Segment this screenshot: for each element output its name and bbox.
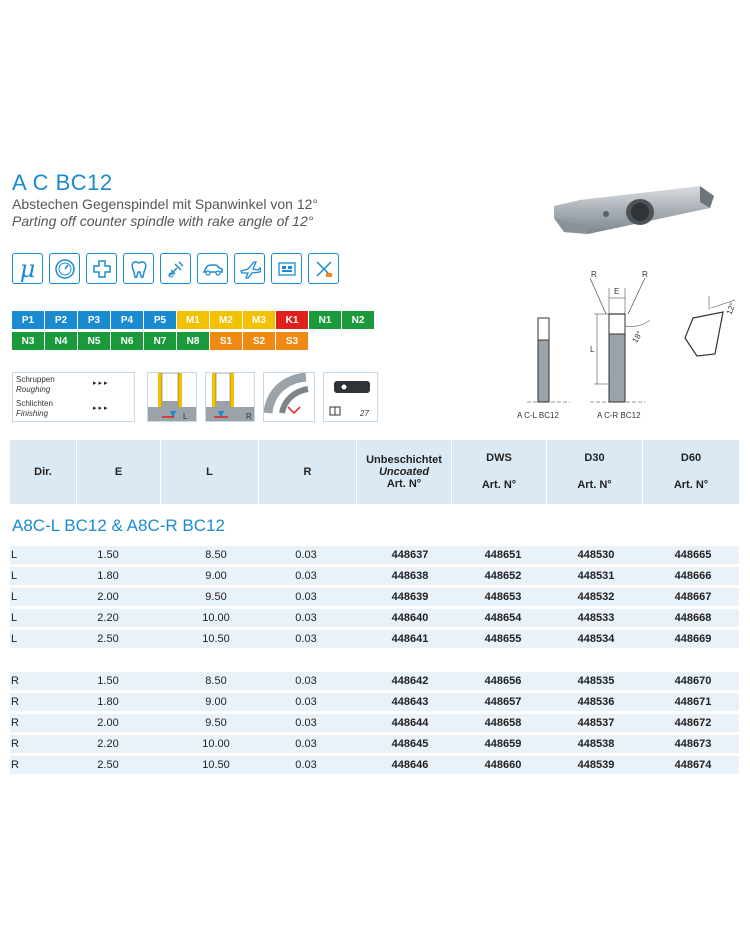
grade-s1: S1 [210, 332, 242, 350]
table-row [10, 735, 739, 753]
grade-m2: M2 [210, 311, 242, 329]
cell-e: 2.00 [97, 717, 119, 729]
tools-icon [308, 253, 339, 284]
header-l: L [160, 440, 258, 504]
cell-d60: 448666 [674, 570, 712, 582]
cell-uncoated: 448641 [391, 633, 429, 645]
cell-d60: 448670 [674, 675, 712, 687]
cell-uncoated: 448637 [391, 549, 429, 561]
cell-d30: 448534 [577, 633, 615, 645]
cell-d60: 448672 [674, 717, 712, 729]
drawing-label-right: A C-R BC12 [597, 411, 641, 420]
header-dir: Dir. [34, 466, 52, 478]
jewelry-tool-icon [160, 253, 191, 284]
cell-r: 0.03 [295, 633, 317, 645]
header-d60: D60 Art. N° [642, 440, 739, 504]
dimension-r-left: R [591, 270, 597, 279]
dimension-r-right: R [642, 270, 648, 279]
cell-d60: 448674 [674, 759, 712, 771]
cell-dir: L [11, 612, 18, 624]
subtitle-german: Abstechen Gegenspindel mit Spanwinkel von 12° [12, 196, 319, 212]
cell-r: 0.03 [295, 738, 317, 750]
car-icon [197, 253, 228, 284]
roughing-arrows: ▸▸▸ [93, 380, 110, 387]
table-row [10, 672, 739, 690]
cell-dir: R [11, 696, 19, 708]
left-hand-diagram [147, 372, 197, 422]
cell-d30: 448533 [577, 612, 615, 624]
header-dws: DWS Art. N° [451, 440, 546, 504]
cell-uncoated: 448645 [391, 738, 429, 750]
cell-dws: 448653 [484, 591, 522, 603]
cell-d30: 448538 [577, 738, 615, 750]
cell-d60: 448665 [674, 549, 712, 561]
right-insert-view [590, 278, 650, 402]
cell-uncoated: 448643 [391, 696, 429, 708]
cell-uncoated: 448644 [391, 717, 429, 729]
cell-uncoated: 448642 [391, 675, 429, 687]
right-hand-diagram [205, 372, 255, 422]
finishing-label: Schlichten Finishing [16, 399, 53, 418]
grade-n7: N7 [144, 332, 176, 350]
right-diagram-label: R [246, 412, 252, 421]
mu-icon: μ [12, 253, 43, 284]
table-row [10, 756, 739, 774]
electronics-icon [271, 253, 302, 284]
cell-uncoated: 448638 [391, 570, 429, 582]
cell-l: 9.50 [205, 717, 227, 729]
tooth-icon [123, 253, 154, 284]
cell-dws: 448651 [484, 549, 522, 561]
cell-d60: 448669 [674, 633, 712, 645]
cell-l: 9.00 [205, 570, 227, 582]
grade-s2: S2 [243, 332, 275, 350]
cell-dws: 448655 [484, 633, 522, 645]
header-r: R [258, 440, 356, 504]
cell-d30: 448539 [577, 759, 615, 771]
grade-p1: P1 [12, 311, 44, 329]
cell-e: 1.80 [97, 696, 119, 708]
subtitle-english: Parting off counter spindle with rake angle of 12° [12, 213, 314, 229]
cell-d30: 448537 [577, 717, 615, 729]
cell-l: 8.50 [205, 675, 227, 687]
cell-e: 1.50 [97, 549, 119, 561]
grade-n5: N5 [78, 332, 110, 350]
cell-e: 2.00 [97, 591, 119, 603]
cell-uncoated: 448640 [391, 612, 429, 624]
angle-12: 12° [724, 301, 738, 316]
grade-p2: P2 [45, 311, 77, 329]
application-icon-row [12, 253, 339, 284]
grade-n6: N6 [111, 332, 143, 350]
table-header [10, 440, 739, 504]
header-d30: D30 Art. N° [546, 440, 642, 504]
page-title: A C BC12 [12, 170, 113, 195]
cell-e: 1.50 [97, 675, 119, 687]
cell-uncoated: 448646 [391, 759, 429, 771]
insert-reference-diagram [323, 372, 378, 422]
grade-n2: N2 [342, 311, 374, 329]
cell-dir: L [11, 591, 18, 603]
cell-dir: L [11, 633, 18, 645]
cell-r: 0.03 [295, 675, 317, 687]
cell-r: 0.03 [295, 549, 317, 561]
cell-dir: R [11, 759, 19, 771]
roughing-label: Schruppen Roughing [16, 375, 55, 394]
dimension-l: L [590, 345, 595, 354]
cell-d30: 448535 [577, 675, 615, 687]
grade-p4: P4 [111, 311, 143, 329]
grade-n1: N1 [309, 311, 341, 329]
grade-k1: K1 [276, 311, 308, 329]
drawing-label-left: A C-L BC12 [517, 411, 559, 420]
cell-e: 2.50 [97, 759, 119, 771]
grade-s3: S3 [276, 332, 308, 350]
cell-d30: 448531 [577, 570, 615, 582]
cell-d60: 448671 [674, 696, 712, 708]
cell-r: 0.03 [295, 591, 317, 603]
table-row [10, 609, 739, 627]
cell-dir: L [11, 570, 18, 582]
grade-m1: M1 [177, 311, 209, 329]
cell-dir: R [11, 738, 19, 750]
gauge-icon [49, 253, 80, 284]
cell-dws: 448656 [484, 675, 522, 687]
cell-dir: R [11, 717, 19, 729]
insert-product-image [550, 178, 720, 250]
cell-dws: 448657 [484, 696, 522, 708]
grade-n8: N8 [177, 332, 209, 350]
section-title: A8C-L BC12 & A8C-R BC12 [12, 516, 225, 535]
table-row [10, 546, 739, 564]
table-row [10, 630, 739, 648]
cell-d30: 448536 [577, 696, 615, 708]
cell-e: 2.20 [97, 738, 119, 750]
left-diagram-label: L [183, 412, 188, 421]
page-reference-number: 27 [360, 409, 369, 418]
grade-p3: P3 [78, 311, 110, 329]
header-e: E [76, 440, 160, 504]
holder-diagram [263, 372, 315, 422]
cell-uncoated: 448639 [391, 591, 429, 603]
table-row [10, 588, 739, 606]
cell-r: 0.03 [295, 612, 317, 624]
header-uncoated: Unbeschichtet Uncoated Art. N° [356, 440, 451, 504]
cell-dws: 448659 [484, 738, 522, 750]
cell-d30: 448530 [577, 549, 615, 561]
medical-cross-icon [86, 253, 117, 284]
cell-e: 1.80 [97, 570, 119, 582]
cell-d60: 448667 [674, 591, 712, 603]
cell-l: 10.50 [202, 633, 230, 645]
cell-l: 9.50 [205, 591, 227, 603]
cell-dws: 448654 [484, 612, 522, 624]
technical-drawing [505, 268, 745, 428]
table-row [10, 714, 739, 732]
grade-n4: N4 [45, 332, 77, 350]
cell-dws: 448660 [484, 759, 522, 771]
dimension-e: E [614, 287, 620, 296]
cell-e: 2.20 [97, 612, 119, 624]
cell-r: 0.03 [295, 570, 317, 582]
table-row [10, 567, 739, 585]
cell-d30: 448532 [577, 591, 615, 603]
finishing-arrows: ▸▸▸ [93, 405, 110, 412]
grade-p5: P5 [144, 311, 176, 329]
cell-dir: R [11, 675, 19, 687]
material-grades-row-2 [12, 332, 308, 350]
grade-n3: N3 [12, 332, 44, 350]
machining-legend [12, 372, 135, 422]
cell-dws: 448652 [484, 570, 522, 582]
cell-l: 10.50 [202, 759, 230, 771]
airplane-icon [234, 253, 265, 284]
table-row [10, 693, 739, 711]
cell-l: 10.00 [202, 612, 230, 624]
cell-e: 2.50 [97, 633, 119, 645]
grade-m3: M3 [243, 311, 275, 329]
angle-18: 18° [630, 329, 645, 345]
cell-l: 10.00 [202, 738, 230, 750]
cell-dws: 448658 [484, 717, 522, 729]
cell-dir: L [11, 549, 18, 561]
cell-d60: 448668 [674, 612, 712, 624]
cell-d60: 448673 [674, 738, 712, 750]
cell-l: 9.00 [205, 696, 227, 708]
cell-r: 0.03 [295, 717, 317, 729]
cell-r: 0.03 [295, 759, 317, 771]
material-grades-row-1 [12, 311, 374, 329]
cell-r: 0.03 [295, 696, 317, 708]
left-insert-view [527, 318, 570, 402]
cell-l: 8.50 [205, 549, 227, 561]
